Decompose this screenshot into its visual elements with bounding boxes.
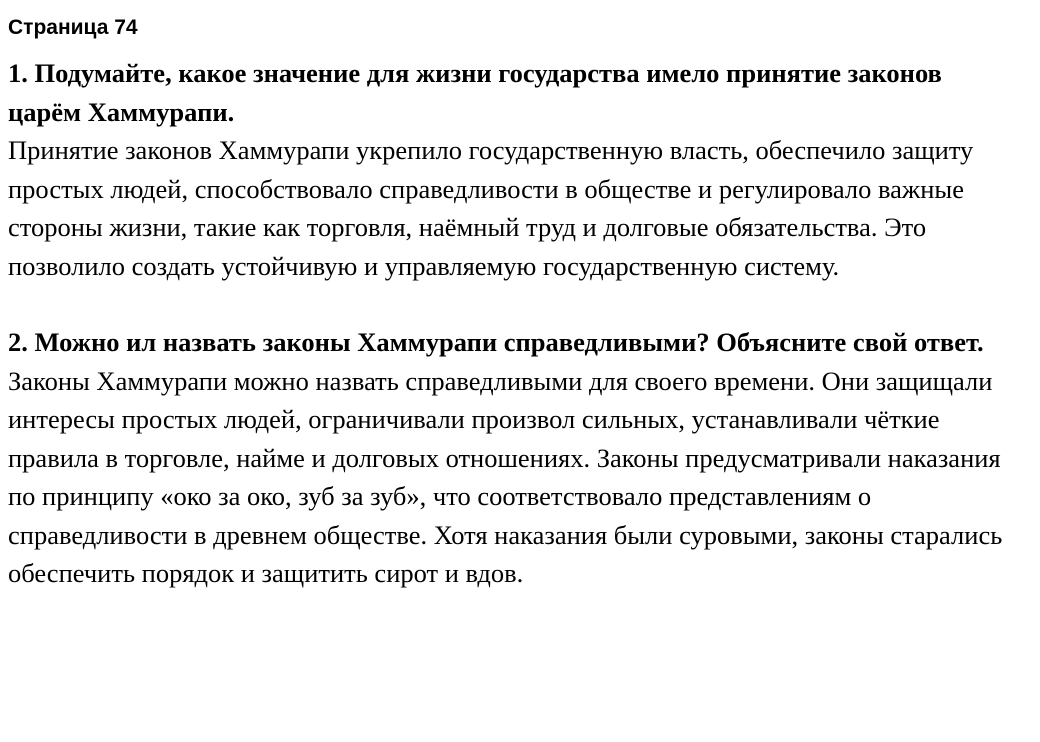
question-2: 2. Можно ил назвать законы Хаммурапи справедливыми? Объясните свой ответ. [8,327,984,357]
answer-2: Законы Хаммурапи можно назвать справедливыми для своего времени. Они защищали интересы простых людей, ограничивали произвол сильных, устанавливали чёткие правила в торговле, найме и долговых отношениях. Законы предусматривали наказания по принципу «око за око, зуб за зуб», что соответствовало представлениям о справедливости в древнем обществе. Хотя наказания были суровыми, законы старались обеспечить порядок и защитить сирот и вдов. [8,365,1003,588]
question-1: 1. Подумайте, какое значение для жизни государства имело принятие законов царём Хаммурапи. [8,58,942,127]
answer-1: Принятие законов Хаммурапи укрепило государственную власть, обеспечило защиту простых людей, способствовало справедливости в обществе и регулировало важные стороны жизни, такие как торговля, наёмный труд и долговые обязательства. Это позволило создать устойчивую и управляемую государственную систему. [8,135,974,281]
question-block-1 [8,54,1020,285]
question-block-2 [8,323,1020,593]
page-title: Страница 74 [8,16,138,39]
